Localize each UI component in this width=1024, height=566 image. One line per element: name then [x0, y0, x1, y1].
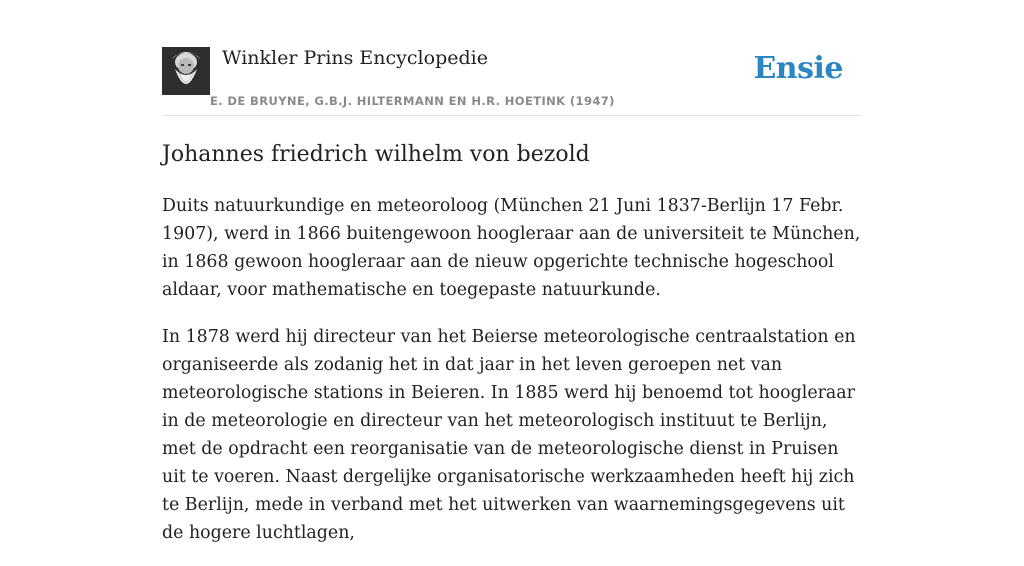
- article-page: [162, 0, 862, 543]
- article-paragraph: Duits natuurkundige en meteoroloog (München 21 Juni 1837-Berlijn 17 Febr. 1907), werd in 1866 buitengewoon hoogleraar aan de universiteit te München, in 1868 gewoon hoogleraar aan de nieuw opgerichte technische hogeschool aldaar, voor mathematische en toegepaste natuurkunde.: [162, 196, 861, 300]
- bearded-man-portrait-icon: [162, 47, 210, 95]
- ensie-logo[interactable]: Ensie: [753, 51, 843, 86]
- article-body: [162, 192, 862, 566]
- source-header: [162, 0, 862, 116]
- article-paragraph: In 1878 werd hij directeur van het Beierse meteorologische centraalstation en organiseerde als zodanig het in dat jaar in het leven geroepen net van meteorologische stations in Beieren. In 1885 werd hij benoemd tot hoogleraar in de meteorologie en directeur van het meteorologisch instituut te Berlijn, met de opdracht een reorganisatie van de meteorologische dienst in Pruisen uit te voeren. Naast dergelijke organisatorische werkzaamheden heeft hij zich te Berlijn, mede in verband met het uitwerken van waarnemingsgegevens uit de hogere luchtlagen,: [162, 327, 856, 543]
- source-authors: E. DE BRUYNE, G.B.J. HILTERMANN EN H.R. HOETINK (1947): [210, 94, 615, 108]
- avatar[interactable]: [162, 47, 210, 95]
- source-title[interactable]: Winkler Prins Encyclopedie: [222, 47, 488, 69]
- page-title: Johannes friedrich wilhelm von bezold: [162, 142, 590, 167]
